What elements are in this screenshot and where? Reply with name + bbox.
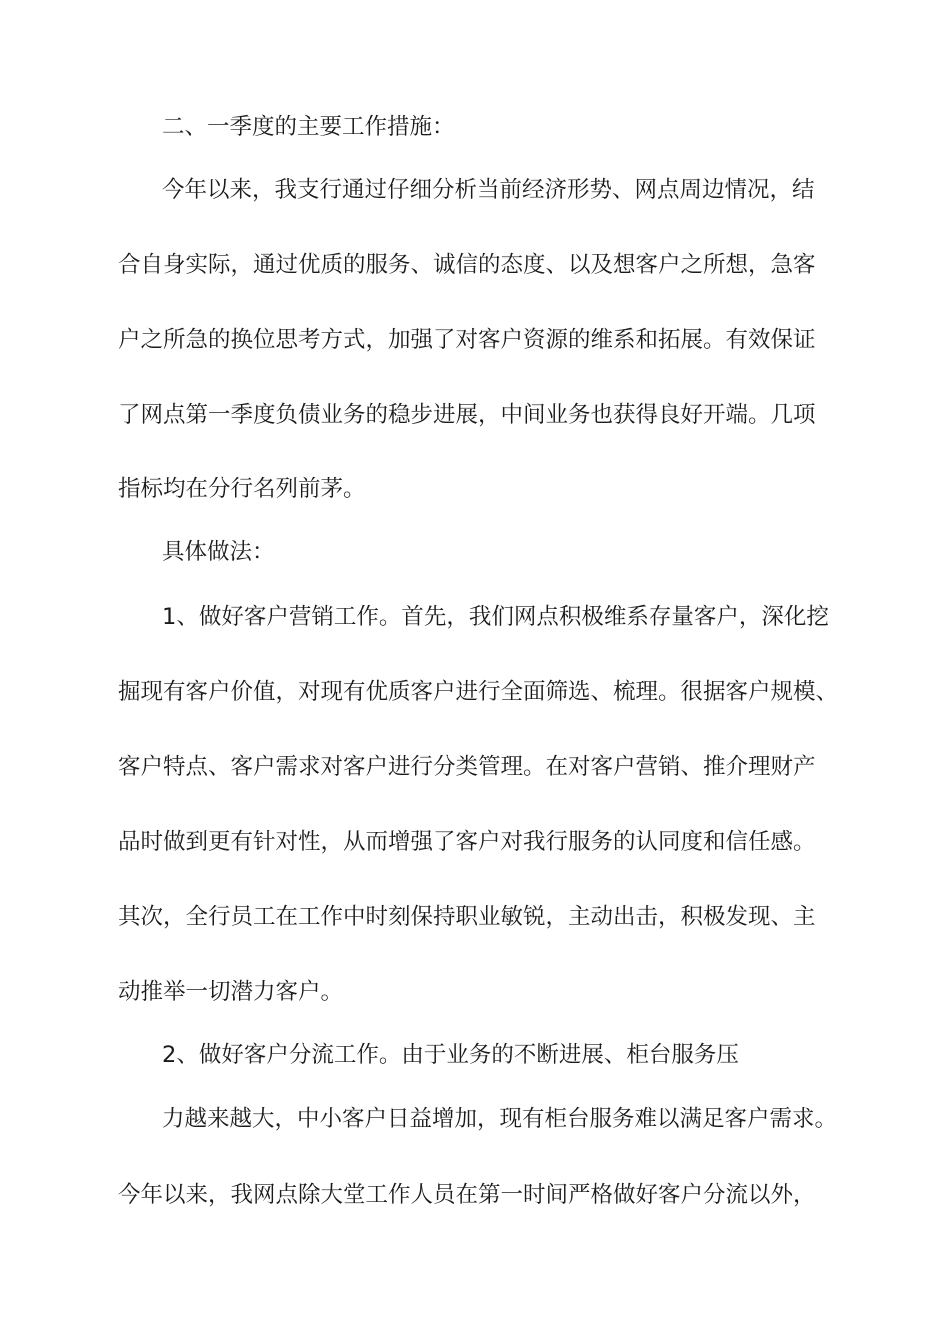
- paragraph-line: 品时做到更有针对性，从而增强了客户对我行服务的认同度和信任感。: [118, 829, 816, 855]
- paragraph-line: 合自身实际，通过优质的服务、诚信的态度、以及想客户之所想，急客: [118, 252, 816, 278]
- paragraph-line: 了网点第一季度负债业务的稳步进展，中间业务也获得良好开端。几项: [118, 402, 816, 428]
- section-heading: 二、一季度的主要工作措施：: [162, 114, 455, 140]
- paragraph-line: 今年以来，我网点除大堂工作人员在第一时间严格做好客户分流以外，: [118, 1182, 816, 1208]
- paragraph-line: 客户特点、客户需求对客户进行分类管理。在对客户营销、推介理财产: [118, 754, 816, 780]
- paragraph-line: 今年以来，我支行通过仔细分析当前经济形势、网点周边情况，结: [162, 177, 815, 203]
- paragraph-line: 指标均在分行名列前茅。: [118, 476, 366, 502]
- paragraph-line: 力越来越大，中小客户日益增加，现有柜台服务难以满足客户需求。: [162, 1106, 838, 1132]
- paragraph-line: 动推举一切潜力客户。: [118, 979, 344, 1005]
- paragraph-line: 掘现有客户价值，对现有优质客户进行全面筛选、梳理。很据客户规模、: [118, 679, 839, 705]
- paragraph-line: 1、做好客户营销工作。首先，我们网点积极维系存量客户，深化挖: [162, 604, 829, 630]
- paragraph-line: 户之所急的换位思考方式，加强了对客户资源的维系和拓展。有效保证: [118, 327, 816, 353]
- paragraph-line: 其次，全行员工在工作中时刻保持职业敏锐，主动出击，积极发现、主: [118, 904, 816, 930]
- subheading-line: 具体做法：: [162, 539, 275, 565]
- paragraph-line: 2、做好客户分流工作。由于业务的不断进展、柜台服务压: [162, 1042, 739, 1068]
